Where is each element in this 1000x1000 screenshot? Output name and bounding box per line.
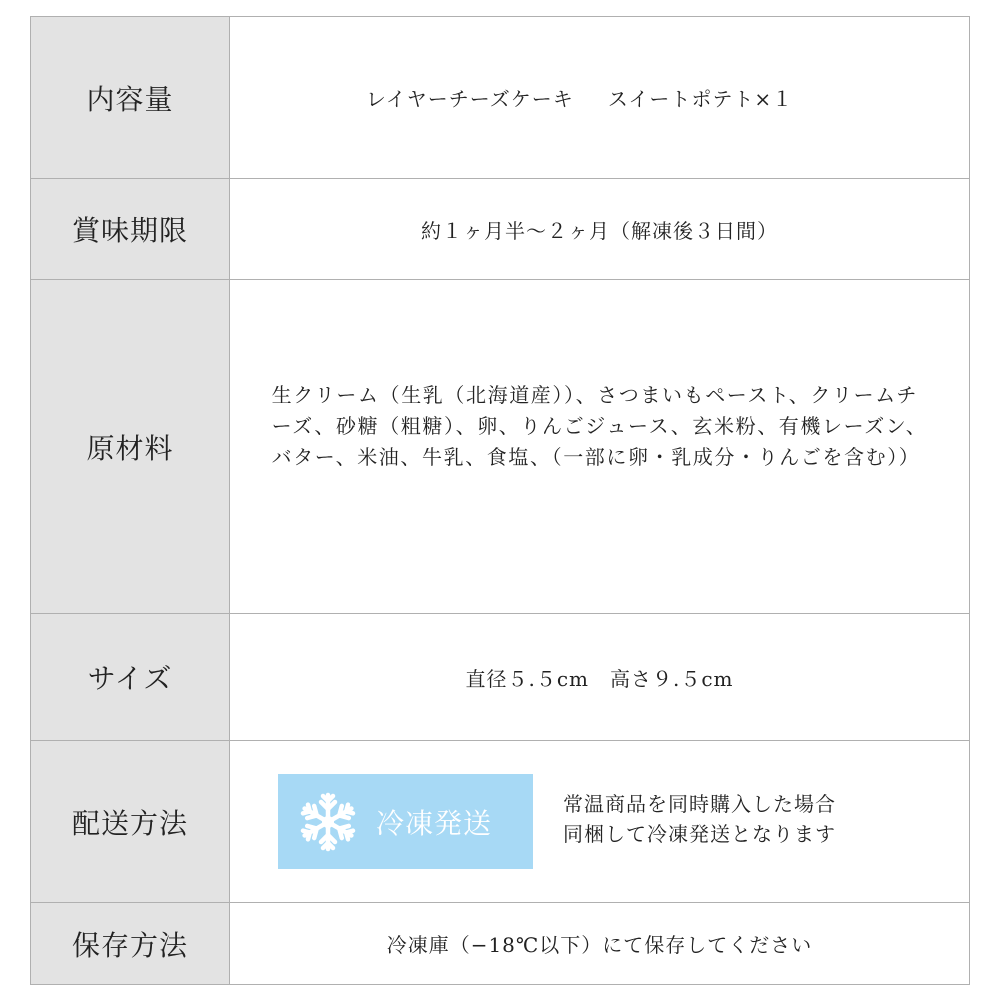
label-shipping: 配送方法 <box>31 741 230 902</box>
label-expiry: 賞味期限 <box>31 179 230 279</box>
shipping-note-line: 同梱して冷凍発送となります <box>563 821 836 846</box>
row-ingredients <box>30 280 970 614</box>
value-storage: 冷凍庫（−18℃以下）にて保存してください <box>386 933 813 957</box>
product-spec-table <box>30 16 970 985</box>
ingredients-line: バター、米油、牛乳、食塩、（一部に卵・乳成分・りんごを含む）） <box>271 445 921 469</box>
value-contents <box>230 17 969 178</box>
shipping-note-line: 常温商品を同時購入した場合 <box>563 791 836 816</box>
label-ingredients: 原材料 <box>31 280 230 613</box>
ingredients-text <box>258 380 942 473</box>
contents-main: レイヤーチーズケーキ <box>365 87 574 111</box>
contents-sub: スイートポテト×１ <box>607 87 794 111</box>
snowflake-icon <box>296 790 360 854</box>
label-size: サイズ <box>31 614 230 740</box>
row-storage <box>30 903 970 985</box>
row-shipping <box>30 741 970 903</box>
ingredients-line: 生クリーム（生乳（北海道産））、さつまいもペースト、クリームチ <box>271 383 918 407</box>
ingredients-line: ーズ、砂糖（粗糖）、卵、りんごジュース、玄米粉、有機レーズン、 <box>271 414 928 438</box>
row-contents <box>30 17 970 179</box>
row-size <box>30 614 970 741</box>
value-ingredients <box>230 280 969 613</box>
shipping-note <box>563 789 836 849</box>
value-shipping <box>230 741 969 902</box>
row-expiry <box>30 179 970 280</box>
value-expiry: 約１ヶ月半〜２ヶ月（解凍後３日間） <box>421 218 778 243</box>
frozen-badge-text: 冷凍発送 <box>376 806 493 840</box>
frozen-shipping-badge <box>278 774 533 869</box>
label-storage: 保存方法 <box>31 903 230 984</box>
label-contents: 内容量 <box>31 17 230 178</box>
value-size: 直径５.５cm 高さ９.５cm <box>465 666 734 691</box>
